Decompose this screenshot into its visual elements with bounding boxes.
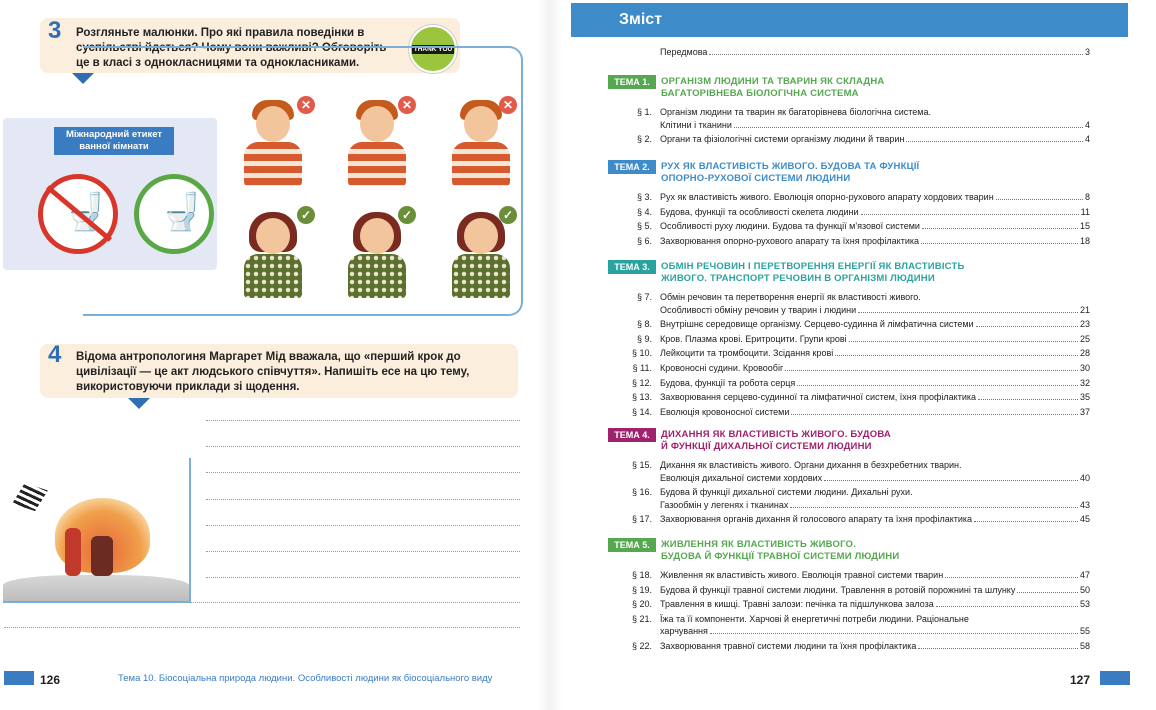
- toc-entry-title: Внутрішнє середовище організму. Серцево-судинна й лімфатична системи: [660, 319, 974, 330]
- topic-badge-3: ТЕМА 3.: [608, 260, 656, 274]
- toc-entry-first-line: § 21. Їжа та її компоненти. Харчові й енергетичні потреби людини. Раціональне: [660, 613, 1090, 625]
- leader-dots: [976, 326, 1078, 327]
- paragraph-number: § 19.: [631, 584, 652, 595]
- book-spine: [538, 0, 562, 710]
- toc-entry-title: Будова, функції та особливості скелета людини: [660, 206, 859, 217]
- toc-entry[interactable]: [636, 206, 1090, 218]
- toc-entry-title: Газообмін у легенях і тканинах: [660, 499, 789, 510]
- toc-page-number: 35: [1079, 392, 1090, 403]
- paragraph-number: § 7.: [636, 292, 652, 302]
- correct-mark-icon: ✓: [398, 206, 416, 224]
- page-number-right: 127: [1070, 673, 1091, 687]
- kite-children-illustration: [3, 458, 191, 603]
- paragraph-number: § 9.: [636, 333, 652, 344]
- toc-entry[interactable]: [636, 318, 1090, 330]
- leader-dots: [709, 54, 1083, 55]
- task-4-number: 4: [48, 341, 62, 368]
- leader-dots: [974, 521, 1078, 522]
- toc-page-number: 32: [1079, 377, 1090, 388]
- toc-entry[interactable]: [660, 625, 1090, 637]
- topic-title-line2: ЖИВОГО. ТРАНСПОРТ РЕЧОВИН В ОРГАНІЗМІ ЛЮДИНИ: [661, 273, 935, 284]
- toc-page-number: 11: [1080, 206, 1090, 217]
- leader-dots: [791, 414, 1078, 415]
- toc-entry-title: Особливості обміну речовин у тварин і людини: [660, 304, 857, 315]
- correct-mark-icon: ✓: [499, 206, 517, 224]
- toc-page-number: 55: [1079, 626, 1090, 637]
- topic-title-line1: РУХ ЯК ВЛАСТИВІСТЬ ЖИВОГО. БУДОВА ТА ФУНКЦІЇ: [661, 161, 920, 172]
- leader-dots: [918, 648, 1078, 649]
- leader-dots: [945, 577, 1078, 578]
- girl-sneezing-tissue-illustration: [342, 212, 412, 302]
- paragraph-number: § 22.: [631, 640, 652, 651]
- leader-dots: [996, 199, 1083, 200]
- toc-entry-title: Будова, функції та робота серця: [660, 377, 796, 388]
- toc-page-number: 40: [1079, 472, 1090, 483]
- topic-title-line1: ДИХАННЯ ЯК ВЛАСТИВІСТЬ ЖИВОГО. БУДОВА: [661, 429, 891, 440]
- correct-toilet-use-icon: 🚽: [134, 174, 214, 254]
- task-4-box: [40, 341, 518, 398]
- paragraph-number: § 20.: [631, 599, 652, 610]
- toc-page-number: 4: [1084, 119, 1090, 130]
- paragraph-number: § 1.: [636, 107, 652, 117]
- leader-dots: [858, 312, 1078, 313]
- task-3-text: Розгляньте малюнки. Про які правила поведінки в суспільстві йдеться? Чому вони важливі? Обговоріть це в класі з однокласницями та однокласниками.: [76, 27, 387, 69]
- toc-entry-title: Особливості руху людини. Будова та функції м'язової системи: [660, 221, 920, 232]
- topic-title-line2: Й ФУНКЦІЇ ДИХАЛЬНОЇ СИСТЕМИ ЛЮДИНИ: [661, 441, 872, 452]
- correct-mark-icon: ✓: [297, 206, 315, 224]
- toc-page-number: 43: [1079, 499, 1090, 510]
- toc-entry[interactable]: [636, 133, 1090, 145]
- toc-entry[interactable]: [631, 598, 1090, 610]
- toc-entry-title: Захворювання опорно-рухового апарату та їхня профілактика: [660, 235, 919, 246]
- topic-badge-1: ТЕМА 1.: [608, 75, 656, 89]
- girl-wearing-mask-illustration: [446, 212, 516, 302]
- toc-page-number: 23: [1079, 319, 1090, 330]
- leader-dots: [797, 385, 1078, 386]
- toc-entry[interactable]: [631, 377, 1090, 389]
- toc-entry[interactable]: [660, 499, 1090, 511]
- paragraph-number: § 13.: [631, 392, 652, 403]
- toc-page-number: 4: [1084, 134, 1090, 145]
- topic-badge-2: ТЕМА 2.: [608, 160, 656, 174]
- paragraph-number: § 3.: [636, 192, 652, 202]
- paragraph-number: § 5.: [636, 221, 652, 232]
- topic-title-line1: ОРГАНІЗМ ЛЮДИНИ ТА ТВАРИН ЯК СКЛАДНА: [661, 76, 885, 87]
- toc-entry[interactable]: [660, 304, 1090, 316]
- toc-entry[interactable]: [631, 391, 1090, 403]
- left-page: [0, 0, 540, 710]
- girl-sneezing-elbow-illustration: [238, 212, 308, 302]
- toc-entry[interactable]: [632, 362, 1090, 374]
- toc-entry[interactable]: [660, 472, 1090, 484]
- toc-page-number: 58: [1079, 640, 1090, 651]
- toc-page-number: 37: [1079, 406, 1090, 417]
- task-4-pointer-icon: [128, 398, 150, 409]
- boy-coughing-illustration: [342, 100, 412, 190]
- toc-page-number: 18: [1079, 235, 1090, 246]
- topic-title-line2: БУДОВА Й ФУНКЦІЇ ТРАВНОЇ СИСТЕМИ ЛЮДИНИ: [661, 551, 900, 562]
- wrong-mark-icon: ✕: [499, 96, 517, 114]
- paragraph-number: § 8.: [636, 319, 652, 330]
- toc-entry[interactable]: [631, 569, 1090, 581]
- paragraph-number: § 2.: [636, 134, 652, 145]
- toc-entry[interactable]: [631, 406, 1090, 418]
- paragraph-number: § 11.: [632, 362, 652, 373]
- toc-entry[interactable]: [636, 220, 1090, 232]
- toc-entry[interactable]: [631, 584, 1090, 596]
- toc-entry-title: Еволюція дихальної системи хордових: [660, 472, 823, 483]
- page-number-left: 126: [40, 673, 61, 687]
- toc-entry-title: Будова й функції травної системи людини. Травлення в ротовій порожнині та шлунку: [660, 584, 1016, 595]
- toc-page-number: 21: [1079, 304, 1090, 315]
- paragraph-number: § 10.: [631, 348, 652, 359]
- toc-page-number: 8: [1084, 192, 1090, 202]
- toc-entry-title: Клітини і тканини: [660, 119, 732, 130]
- leader-dots: [710, 633, 1078, 634]
- toc-page-number: 47: [1079, 570, 1090, 580]
- toc-entry-title: Лейкоцити та тромбоцити. Зсідання крові: [660, 348, 834, 359]
- toc-entry-title: Травлення в кишці. Травні залози: печінка та підшлункова залоза: [660, 599, 934, 610]
- paragraph-number: § 4.: [636, 206, 652, 217]
- footer-bar: [4, 671, 34, 685]
- toc-page-number: 3: [1084, 47, 1090, 57]
- paragraph-number: § 15.: [631, 460, 652, 470]
- footer-bar: [1100, 671, 1130, 685]
- paragraph-number: § 6.: [636, 235, 652, 246]
- leader-dots: [824, 480, 1078, 481]
- contents-title: Зміст: [619, 11, 663, 28]
- toc-page-number: 25: [1079, 333, 1090, 344]
- paragraph-number: § 14.: [631, 406, 652, 417]
- toc-page-number: 15: [1079, 221, 1090, 232]
- wrong-mark-icon: ✕: [398, 96, 416, 114]
- toc-entry[interactable]: [631, 640, 1090, 652]
- toc-entry-title: Органи та фізіологічні системи організму людини й тварин: [660, 134, 905, 145]
- leader-dots: [790, 507, 1078, 508]
- leader-dots: [921, 243, 1078, 244]
- toc-entry[interactable]: [660, 119, 1090, 131]
- toc-page-number: 30: [1079, 362, 1090, 373]
- wrong-mark-icon: ✕: [297, 96, 315, 114]
- topic-badge-5: ТЕМА 5.: [608, 538, 656, 552]
- toc-entry-title: Захворювання серцево-судинної та лімфатичної систем, їхня профілактика: [660, 392, 977, 403]
- toc-entry-title: харчування: [660, 626, 708, 637]
- topic-title-line2: БАГАТОРІВНЕВА БІОЛОГІЧНА СИСТЕМА: [661, 88, 859, 99]
- paragraph-number: § 18.: [631, 570, 652, 580]
- topic-title-line2: ОПОРНО-РУХОВОЇ СИСТЕМИ ЛЮДИНИ: [661, 173, 851, 184]
- leader-dots: [785, 370, 1078, 371]
- toc-entry-first-line: § 1. Організм людини та тварин як багаторівнева біологічна система.: [660, 106, 1090, 118]
- toc-entry[interactable]: [636, 333, 1090, 345]
- kite-icon: [7, 476, 53, 517]
- toc-entry-first-line: § 7. Обмін речовин та перетворення енергії як властивості живого.: [660, 291, 1090, 303]
- paragraph-number: § 21.: [631, 613, 652, 624]
- toc-page-number: 45: [1079, 514, 1090, 525]
- topic-title-line1: ЖИВЛЕННЯ ЯК ВЛАСТИВІСТЬ ЖИВОГО.: [661, 539, 856, 550]
- leader-dots: [906, 141, 1083, 142]
- toc-entry[interactable]: [631, 347, 1090, 359]
- leader-dots: [861, 214, 1079, 215]
- wrong-toilet-use-icon: 🚽: [38, 174, 118, 254]
- topic-badge-4: ТЕМА 4.: [608, 428, 656, 442]
- writing-lines[interactable]: [206, 420, 520, 603]
- topic-title-line1: ОБМІН РЕЧОВИН І ПЕРЕТВОРЕННЯ ЕНЕРГІЇ ЯК ВЛАСТИВІСТЬ: [661, 261, 965, 272]
- toc-entry[interactable]: [636, 191, 1090, 203]
- etiquette-title: Міжнародний етикет ванної кімнати: [54, 127, 174, 155]
- toc-entry-title: Еволюція кровоносної системи: [660, 406, 790, 417]
- footer-topic: Тема 10. Біосоціальна природа людини. Особливості людини як біосоціального виду: [118, 673, 493, 684]
- task-4-text: Відома антропологиня Маргарет Мід вважала, що «перший крок до цивілізації — це акт людського співчуття». Напишіть есе на цю тему, використовуючи приклади зі щодення.: [76, 351, 470, 393]
- toc-entry-title: Кровоносні судини. Кровообіг: [660, 362, 784, 373]
- leader-dots: [1017, 592, 1078, 593]
- toc-page-number: 50: [1079, 584, 1090, 595]
- writing-lines-full[interactable]: [4, 602, 520, 652]
- toc-entry-title: Живлення як властивість живого. Еволюція травної системи тварин: [660, 570, 944, 580]
- toc-entry[interactable]: [631, 513, 1090, 525]
- task-3-number: 3: [48, 17, 62, 44]
- paragraph-number: § 16.: [631, 487, 652, 498]
- leader-dots: [734, 127, 1083, 128]
- toc-entry-title: Рух як властивість живого. Еволюція опорно-рухового апарату хордових тварин: [660, 192, 994, 202]
- toc-page-number: 28: [1079, 348, 1090, 359]
- toc-entry-title: Кров. Плазма крові. Еритроцити. Групи крові: [660, 333, 847, 344]
- paragraph-number: § 12.: [631, 377, 652, 388]
- paragraph-number: § 17.: [631, 514, 652, 525]
- contents-header: [571, 3, 1128, 37]
- leader-dots: [936, 606, 1078, 607]
- toc-entry-title: Захворювання органів дихання й голосового апарату та їхня профілактика: [660, 514, 973, 525]
- leader-dots: [978, 399, 1078, 400]
- leader-dots: [922, 228, 1078, 229]
- boy-sneezing-hands-illustration: [238, 100, 308, 190]
- toc-page-number: 53: [1079, 599, 1090, 610]
- toc-entry-first-line: § 15. Дихання як властивість живого. Органи дихання в безхребетних тварин.: [660, 459, 1090, 471]
- toc-entry-first-line: § 16. Будова й функції дихальної системи людини. Дихальні рухи.: [660, 486, 1090, 498]
- toc-entry[interactable]: [636, 235, 1090, 247]
- leader-dots: [835, 355, 1078, 356]
- leader-dots: [849, 341, 1078, 342]
- toc-entry-title: Захворювання травної системи людини та їхня профілактика: [660, 640, 917, 651]
- toc-entry-title: Передмова: [660, 47, 708, 57]
- thank-you-badge: THANK YOU: [409, 25, 457, 73]
- toc-entry[interactable]: [660, 46, 1090, 58]
